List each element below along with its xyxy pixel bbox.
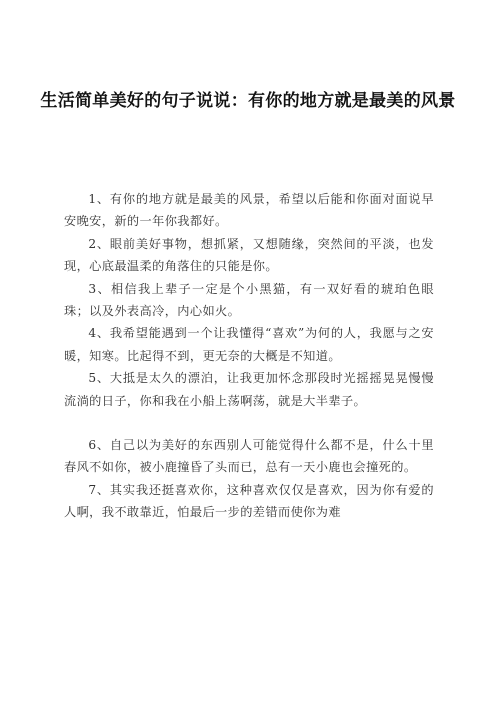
paragraph: 6、自己以为美好的东西别人可能觉得什么都不是，什么十里春风不如你，被小鹿撞昏了头而已，总有一天小鹿也会撞死的。 — [64, 438, 434, 475]
document-title: 生活简单美好的句子说说：有你的地方就是最美的风景 — [40, 91, 456, 111]
document-body — [64, 188, 434, 524]
paragraph: 4、我希望能遇到一个让我懂得“喜欢”为何的人，我愿与之安暖，知寒。比起得不到，更无奈的大概是不知道。 — [64, 326, 434, 363]
paragraph-spacer — [64, 412, 434, 434]
paragraph: 2、眼前美好事物，想抓紧，又想随缘，突然间的平淡，也发现，心底最温柔的角落住的只能是你。 — [64, 236, 434, 274]
paragraph: 1、有你的地方就是最美的风景，希望以后能和你面对面说早安晚安，新的一年你我都好。 — [64, 192, 434, 229]
paragraph: 5、大抵是太久的漂泊，让我更加怀念那段时光摇摇晃晃慢慢流淌的日子，你和我在小船上荡啊荡，就是大半辈子。 — [64, 371, 434, 408]
paragraph: 3、相信我上辈子一定是个小黑猫，有一双好看的琥珀色眼珠；以及外表高冷，内心如火。 — [64, 281, 434, 319]
paragraph: 7、其实我还挺喜欢你，这种喜欢仅仅是喜欢，因为你有爱的人啊，我不敢靠近，怕最后一步的差错而使你为难 — [64, 482, 434, 520]
